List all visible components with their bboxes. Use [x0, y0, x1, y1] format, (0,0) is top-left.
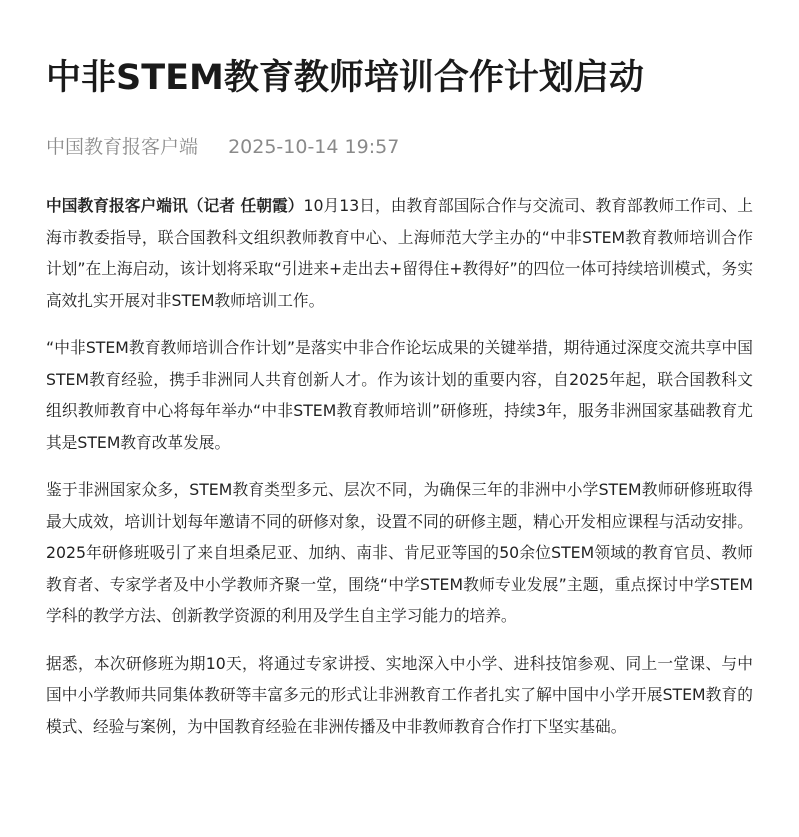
article-source: 中国教育报客户端	[46, 136, 199, 158]
paragraph-1	[46, 190, 753, 316]
article-title: 中非STEM教育教师培训合作计划启动	[46, 58, 644, 98]
article-lead: 中国教育报客户端讯（记者 任朝霞）	[46, 196, 304, 215]
article-meta	[46, 132, 753, 162]
paragraph-2: “中非STEM教育教师培训合作计划”是落实中非合作论坛成果的关键举措，期待通过深度交流共享中国STEM教育经验，携手非洲同人共育创新人才。作为该计划的重要内容，自2025年起，联合国教科文组织教师教育中心将每年举办“中非STEM教育教师培训”研修班，持续3年，服务非洲国家基础教育尤其是STEM教育改革发展。	[46, 338, 753, 452]
article-datetime: 2025-10-14 19:57	[228, 136, 400, 158]
paragraph-1-text: 10月13日，由教育部国际合作与交流司、教育部教师工作司、上海市教委指导，联合国教科文组织教师教育中心、上海师范大学主办的“中非STEM教育教师培训合作计划”在上海启动，该计划将采取“引进来+走出去+留得住+教得好”的四位一体可持续培训模式，务实高效扎实开展对非STEM教师培训工作。	[46, 196, 754, 310]
paragraph-3: 鉴于非洲国家众多，STEM教育类型多元、层次不同，为确保三年的非洲中小学STEM教师研修班取得最大成效，培训计划每年邀请不同的研修对象，设置不同的研修主题，精心开发相应课程与活动安排。2025年研修班吸引了来自坦桑尼亚、加纳、南非、肯尼亚等国的50余位STEM领域的教育官员、教师教育者、专家学者及中小学教师齐聚一堂，围绕“中学STEM教师专业发展”主题，重点探讨中学STEM学科的教学方法、创新教学资源的利用及学生自主学习能力的培养。	[46, 480, 753, 625]
article-body	[46, 190, 753, 742]
paragraph-4: 据悉，本次研修班为期10天，将通过专家讲授、实地深入中小学、进科技馆参观、同上一堂课、与中国中小学教师共同集体教研等丰富多元的形式让非洲教育工作者扎实了解中国中小学开展STEM教育的模式、经验与案例，为中国教育经验在非洲传播及中非教师教育合作打下坚实基础。	[46, 653, 753, 736]
